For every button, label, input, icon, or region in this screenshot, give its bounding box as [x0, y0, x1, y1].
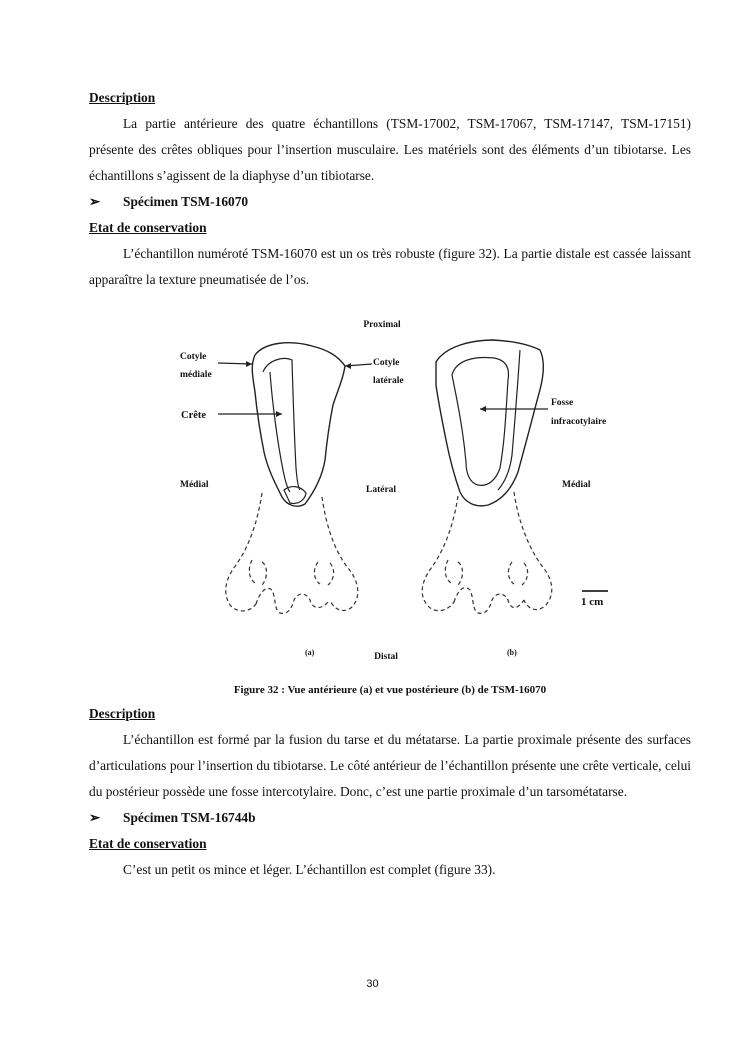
label-scale: 1 cm [581, 596, 604, 608]
conservation-heading-2: Etat de conservation [89, 836, 207, 851]
label-cotyle-mediale-2: médiale [180, 370, 212, 380]
arrowhead-fosse [480, 406, 486, 412]
specimen-title-2: Spécimen TSM-16744b [123, 810, 256, 825]
page-number: 30 [366, 978, 379, 990]
conservation-heading: Etat de conservation [89, 220, 207, 235]
specimen-heading-tsm-16070 [89, 189, 691, 215]
figure-caption: Figure 32 : Vue antérieure (a) et vue postérieure (b) de TSM-16070 [233, 684, 547, 696]
bottom-text-block [89, 701, 691, 883]
label-proximal: Proximal [363, 320, 401, 330]
label-distal: Distal [374, 652, 398, 662]
fosse-cavity [452, 358, 508, 486]
description-paragraph-2: L’échantillon est formé par la fusion du tarse et du métatarse. La partie proximale présente des surfaces d’articulations pour l’insertion du tibiotarse. Le côté antérieur de l’échantillon présente une crête verticale, celui du postérieur possède une fosse intercotylaire. Donc, c’est une partie proximale d’un tarsométatarse. [89, 732, 691, 799]
conservation-paragraph-2: C’est un petit os mince et léger. L’échantillon est complet (figure 33). [123, 862, 496, 877]
label-fosse-2: infracotylaire [551, 417, 607, 427]
label-medial-left: Médial [180, 480, 209, 490]
specimen-heading-tsm-16744b [89, 805, 691, 831]
label-cotyle-laterale-1: Cotyle [373, 358, 400, 368]
label-cotyle-laterale-2: latérale [373, 376, 404, 386]
arrowhead-crete [276, 411, 282, 417]
top-text-block [89, 85, 691, 293]
label-medial-right: Médial [562, 480, 591, 490]
label-fosse-1: Fosse [551, 398, 574, 408]
conservation-paragraph: L’échantillon numéroté TSM-16070 est un os très robuste (figure 32). La partie distale est cassée laissant apparaître la texture pneumatisée de l’os. [89, 246, 691, 287]
specimen-title: Spécimen TSM-16070 [123, 194, 249, 209]
label-lateral: Latéral [366, 485, 397, 495]
arrowhead-cotyle-mediale [246, 361, 252, 367]
label-cotyle-mediale-1: Cotyle [180, 352, 207, 362]
section-heading-description: Description [89, 90, 156, 105]
arrowhead-cotyle-laterale [345, 363, 351, 369]
bone-b-outline [436, 340, 543, 506]
crete-ridge [263, 359, 300, 491]
bone-b-distal-dashed [422, 492, 552, 613]
figure-32-drawing [150, 305, 630, 670]
section-heading-description-2: Description [89, 706, 156, 721]
label-panel-a: (a) [305, 648, 315, 657]
arrow-bullet-icon: ➢ [89, 810, 101, 825]
label-panel-b: (b) [507, 648, 517, 657]
bone-a-distal-dashed [226, 493, 358, 613]
label-crete: Crête [181, 410, 207, 421]
description-paragraph: La partie antérieure des quatre échantillons (TSM-17002, TSM-17067, TSM-17147, TSM-17151) présente des crêtes obliques pour l’insertion musculaire. Les matériels sont des éléments d’un tibiotarse. Les échantillons s’agissent de la diaphyse d’un tibiotarse. [89, 116, 691, 183]
arrow-bullet-icon: ➢ [89, 194, 101, 209]
